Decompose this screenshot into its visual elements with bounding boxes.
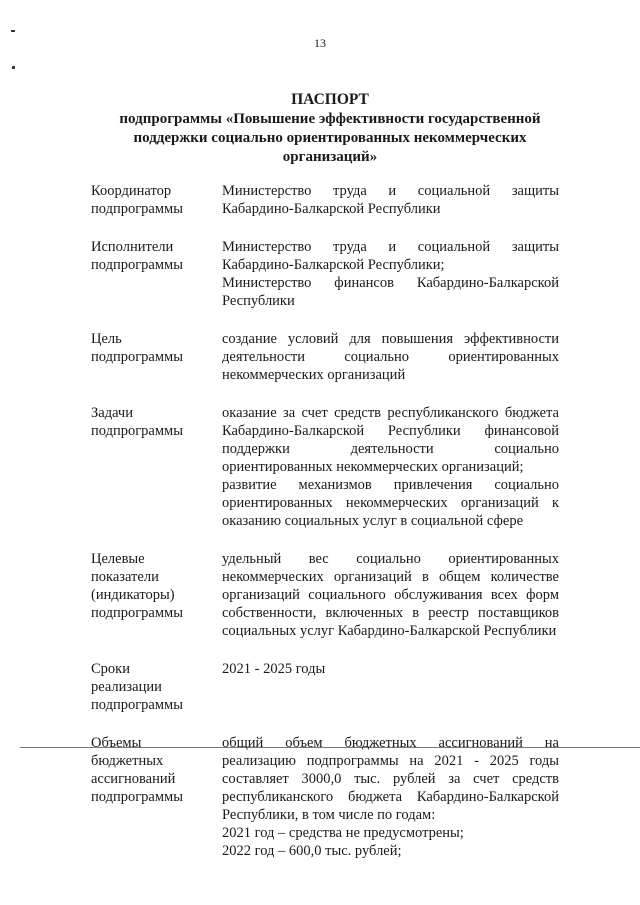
- passport-row-tasks: [0, 404, 640, 530]
- row-value: [222, 404, 559, 530]
- row-value: [222, 182, 559, 218]
- passport-table: [0, 182, 640, 860]
- value-paragraph: Министерство труда и социальной защиты Кабардино-Балкарской Республики;: [222, 239, 559, 273]
- row-value: [222, 330, 559, 384]
- row-label: Координатор подпрограммы: [91, 183, 183, 217]
- value-paragraph: Министерство труда и социальной защиты Кабардино-Балкарской Республики: [222, 183, 559, 217]
- row-label: Целевые показатели (индикаторы) подпрограммы: [91, 551, 183, 621]
- value-paragraph: удельный вес социально ориентированных некоммерческих организаций в общем количестве организаций социального обслуживания всех форм собственности, включенных в реестр поставщиков социальных услуг Кабардино-Балкарской Республики: [222, 551, 559, 639]
- title-subtitle: подпрограммы «Повышение эффективности государственной поддержки социально ориентированных некоммерческих организаций»: [119, 111, 541, 165]
- scan-mark: [12, 66, 15, 69]
- passport-row-indicators: [0, 550, 640, 640]
- document-title: [100, 90, 560, 167]
- passport-row-funding: [0, 734, 640, 860]
- row-value: [222, 550, 559, 640]
- passport-row-goal: [0, 330, 640, 384]
- row-label: Сроки реализации подпрограммы: [91, 661, 183, 713]
- passport-row-terms: [0, 660, 640, 714]
- title-heading: ПАСПОРТ: [291, 91, 369, 108]
- value-paragraph: создание условий для повышения эффективности деятельности социально ориентированных некоммерческих организаций: [222, 331, 559, 383]
- row-value: [222, 660, 559, 678]
- row-label: Цель подпрограммы: [91, 331, 183, 365]
- value-paragraph: общий объем бюджетных ассигнований на реализацию подпрограммы на 2021 - 2025 годы составляет 3000,0 тыс. рублей за счет средств республиканского бюджета Кабардино-Балкарской Республики, в том числе по годам:: [222, 735, 559, 823]
- value-paragraph: оказание за счет средств республиканского бюджета Кабардино-Балкарской Республики финансовой поддержки деятельности социально ориентированных некоммерческих организаций;: [222, 405, 559, 475]
- page-number: 13: [314, 36, 326, 50]
- row-value: [222, 734, 559, 860]
- value-paragraph: развитие механизмов привлечения социально ориентированных некоммерческих организаций к оказанию социальных услуг в социальной сфере: [222, 477, 559, 529]
- row-label: Объемы бюджетных ассигнований подпрограммы: [91, 735, 183, 805]
- value-paragraph: 2022 год – 600,0 тыс. рублей;: [222, 843, 402, 859]
- row-label: Задачи подпрограммы: [91, 405, 183, 439]
- row-value: [222, 238, 559, 310]
- scan-mark: [11, 30, 15, 32]
- value-paragraph: 2021 - 2025 годы: [222, 661, 326, 677]
- value-paragraph: Министерство финансов Кабардино-Балкарской Республики: [222, 275, 559, 309]
- passport-row-executors: [0, 238, 640, 310]
- row-label: Исполнители подпрограммы: [91, 239, 183, 273]
- value-paragraph: 2021 год – средства не предусмотрены;: [222, 825, 464, 841]
- passport-row-coordinator: [0, 182, 640, 218]
